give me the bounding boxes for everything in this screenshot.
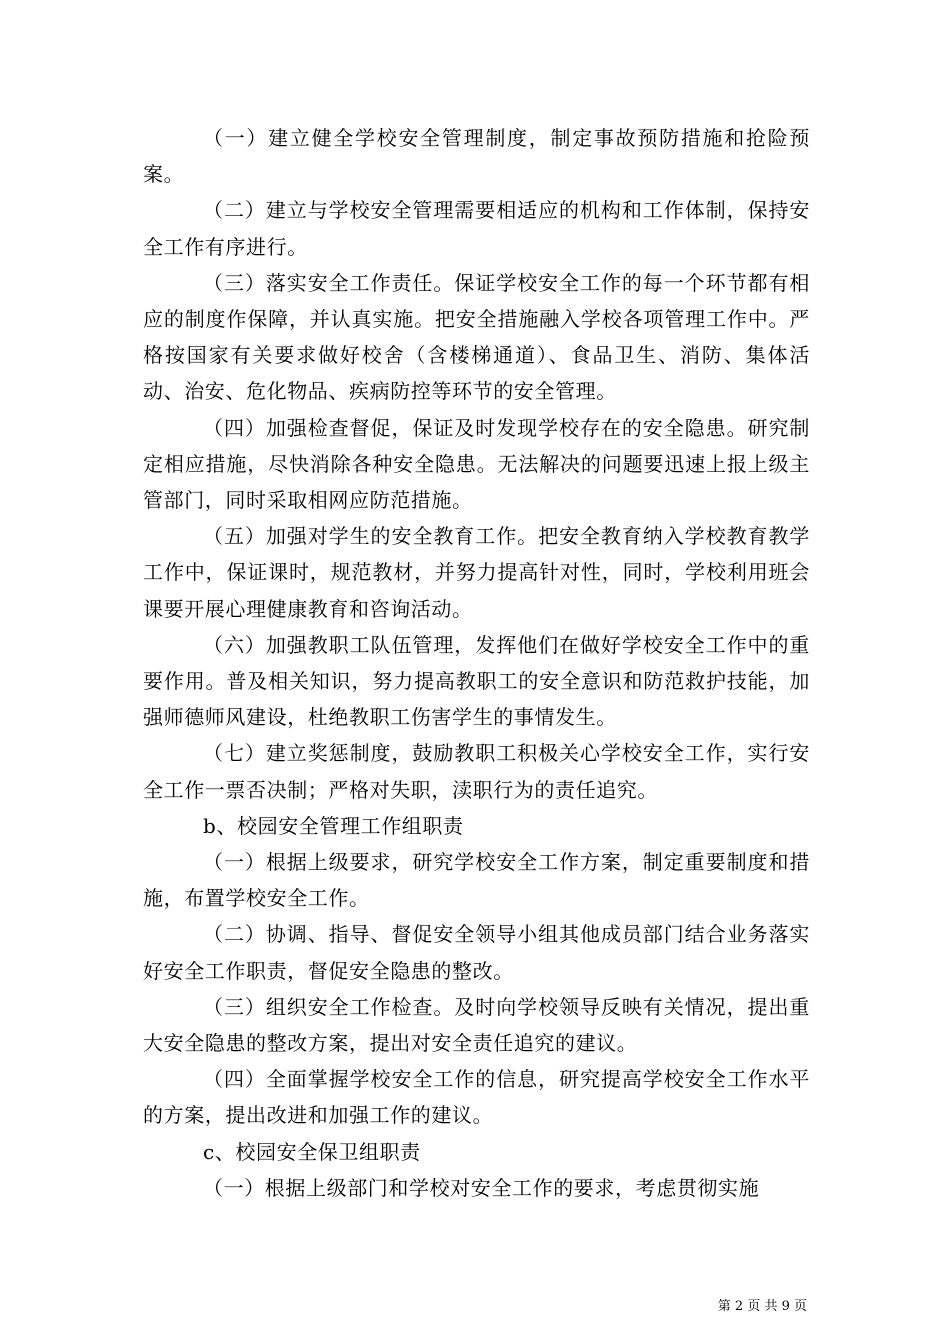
paragraph: （二）协调、指导、督促安全领导小组其他成员部门结合业务落实好安全工作职责，督促安全隐患的整改。 [143,922,810,983]
section-heading: b、校园安全管理工作组职责 [203,813,464,838]
section-heading: c、校园安全保卫组职责 [203,1139,421,1164]
document-body [143,120,810,1206]
paragraph: （五）加强对学生的安全教育工作。把安全教育纳入学校教育教学工作中，保证课时，规范教材，并努力提高针对性，同时，学校利用班会课要开展心理健康教育和咨询活动。 [143,524,810,621]
paragraph: （七）建立奖惩制度，鼓励教职工积极关心学校安全工作，实行安全工作一票否决制；严格对失职，渎职行为的责任追究。 [143,741,810,802]
paragraph: （三）组织安全工作检查。及时向学校领导反映有关情况，提出重大安全隐患的整改方案，提出对安全责任追究的建议。 [143,994,810,1056]
paragraph: （一）根据上级部门和学校对安全工作的要求，考虑贯彻实施 [203,1175,760,1200]
paragraph: （四）加强检查督促，保证及时发现学校存在的安全隐患。研究制定相应措施，尽快消除各种安全隐患。无法解决的问题要迅速上报上级主管部门，同时采取相网应防范措施。 [143,415,810,513]
page-number-footer: 第 2 页 共 9 页 [717,1299,807,1314]
paragraph: （二）建立与学校安全管理需要相适应的机构和工作体制，保持安全工作有序进行。 [143,198,810,259]
paragraph: （一）建立健全学校安全管理制度，制定事故预防措施和抢险预案。 [143,126,810,187]
paragraph: （一）根据上级要求，研究学校安全工作方案，制定重要制度和措施，布置学校安全工作。 [143,850,810,911]
paragraph: （四）全面掌握学校安全工作的信息，研究提高学校安全工作水平的方案，提出改进和加强工作的建议。 [143,1067,810,1128]
paragraph: （三）落实安全工作责任。保证学校安全工作的每一个环节都有相应的制度作保障，并认真实施。把安全措施融入学校各项管理工作中。严格按国家有关要求做好校舍（含楼梯通道）、食品卫生、消防、集体活动、治安、危化物品、疾病防控等环节的安全管理。 [143,270,810,404]
paragraph: （六）加强教职工队伍管理，发挥他们在做好学校安全工作中的重要作用。普及相关知识，努力提高教职工的安全意识和防范救护技能，加强师德师风建设，杜绝教职工伤害学生的事情发生。 [143,632,810,730]
